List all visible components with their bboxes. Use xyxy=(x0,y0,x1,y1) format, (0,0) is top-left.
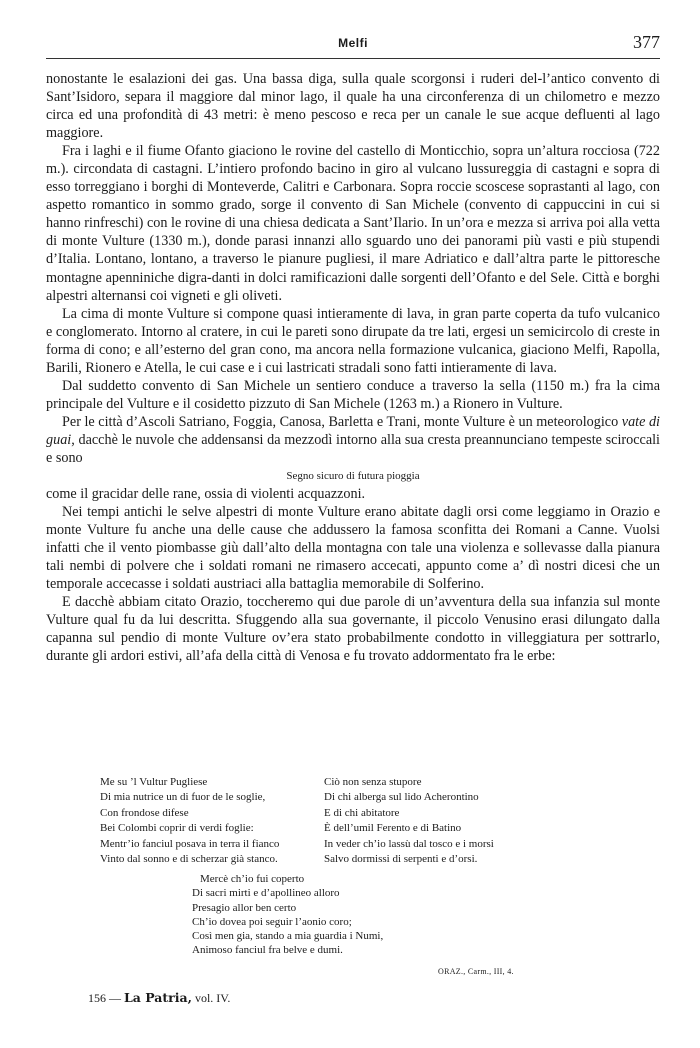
verse-line: Bei Colombi coprir di verdi foglie: xyxy=(100,822,254,835)
verse-line: Di mia nutrice un di fuor de le soglie, xyxy=(100,791,266,804)
cited-line: Segno sicuro di futura pioggia xyxy=(286,470,420,483)
verse-line: Mentr’io fanciul posava in terra il fianco xyxy=(100,837,280,850)
paragraph-7: E dacchè abbiam citato Orazio, toccheremo qui due parole di un’avventura della sua infanzia sul monte Vulture qual fu da lui descritta. Sfuggendo alla sua governante, il piccolo Venusino erasi dilungato dalla capanna sul pendio di monte Vulture ov’era stato probabilmente condotto in villeggiatura per sottrarlo, durante gli ardori estivi, all’afa della città di Venosa e fu trovato addormentato fra le erbe: xyxy=(46,594,660,665)
verse-center-stanza xyxy=(192,872,383,958)
page-number: 377 xyxy=(633,32,660,52)
verse-line: Di chi alberga sul lido Acherontino xyxy=(324,791,479,804)
paragraph-6: Nei tempi antichi le selve alpestri di monte Vulture erano abitate dagli orsi come leggiamo in Orazio e monte Vulture fu anche una delle cause che addussero la famosa sconfitta dei Romani a Canne. Vuolsi infatti che il vento piombasse giù dall’alto della montagna con tale una violenza e sollevasse dalla pianura tali nembi di polvere che i soldati romani ne rimasero accecati, appunto come a’ dì nostri dicesi che un temporale accecasse i soldati austriaci alla battaglia memorabile di Solferino. xyxy=(46,504,660,593)
verse-line: Ch’io dovea poi seguir l’aonio coro; xyxy=(192,915,352,928)
paragraph-2: Fra i laghi e il fiume Ofanto giaciono le rovine del castello di Monticchio, sopra un’altura rocciosa (722 m.). circondata di castagni. L’intiero profondo bacino in giro al vulcano lussureggia di castagni e sopra di esso torreggiano i borghi di Monteverde, Calitri e Carbonara. Sopra roccie scoscese soprastanti al lago, con aspetto romantico in sommo grado, sorge il convento di San Michele (convento di cappuccini in cui si hanno rinfreschi) con le rovine di una chiesa dedicata a Sant’Ilario. In un’ora e mezza si arriva poi alla vetta di monte Vulture (1330 m.), donde parasi innanzi allo sguardo uno dei panorami più vasti e più stupendi d’Italia. Lontano, lontano, a traverso le pianure pugliesi, il mare Adriatico e dall’altra parte le pittoresche montagne apenniniche digra-danti in dolci ramificazioni dalle sorgenti dell’Ofanto e del Sele. Città e borghi alpestri alternansi coi vigneti e gli oliveti. xyxy=(46,143,660,304)
paragraph-5-rest: , dacchè le nuvole che addensansi da mezzodì intorno alla sua cresta preannunciano tempeste sciroccali e sono xyxy=(46,431,660,466)
verse-line: In veder ch’io lassù dal tosco e i morsi xyxy=(324,837,494,850)
paragraph-3: La cima di monte Vulture si compone quasi intieramente di lava, in gran parte coperta da tufo vulcanico e conglomerato. Intorno al cratere, in cui le pareti sono dirupate da tre lati, ergesi un semicircolo di creste in forma di cono; e all’esterno del gran cono, ma ancora nella formazione vulcanica, giaciono Melfi, Rapolla, Barili, Rionero e Atella, le cui case e i cui lastricati stradali sono fatti intieramente di lava. xyxy=(46,305,660,376)
verse-line: Presagio allor ben certo xyxy=(192,901,297,914)
verse-line: Di sacri mirti e d’apollineo alloro xyxy=(192,887,340,900)
verse-right-column xyxy=(324,775,584,867)
body-text xyxy=(46,70,660,666)
verse-line: Mercè ch’io fui coperto xyxy=(200,873,305,885)
paragraph-4: Dal suddetto convento di San Michele un sentiero conduce a traverso la sella (1150 m.) fra la cima principale del Vulture e il cosidetto pizzuto di San Michele (1263 m.) a Rionero in Vulture. xyxy=(46,377,660,412)
verse-line: Salvo dormissi di serpenti e d’orsi. xyxy=(324,853,478,866)
verse-left-column xyxy=(100,775,315,867)
italic-phrase: vate di guai xyxy=(46,413,660,448)
volume-label: vol. IV. xyxy=(194,991,231,1005)
verse-line: Con frondose difese xyxy=(100,806,189,819)
paragraph-5-end: come il gracidar delle rane, ossia di violenti acquazzoni. xyxy=(46,486,366,503)
verse-source-citation: ORAZ., Carm., III, 4. xyxy=(438,967,514,976)
paragraph-1: nonostante le esalazioni dei gas. Una bassa diga, sulla quale scorgonsi i ruderi del-l’antico convento di Sant’Isidoro, separa il maggiore dal minor lago, il quale ha una circonferenza di un chilometro e mezzo circa ed una profondità di 43 metri: è meno pescoso e reca per un canale le sue acque defluenti al lago maggiore. xyxy=(46,71,660,142)
verse-line: Me su ’l Vultur Pugliese xyxy=(100,776,208,788)
signature-mark: 156 — xyxy=(88,991,121,1005)
verse-line: È dell’umil Ferento e di Batino xyxy=(324,822,462,835)
page-footer xyxy=(88,990,230,1006)
header-rule xyxy=(46,58,660,59)
paragraph-5-start: Per le città d’Ascoli Satriano, Foggia, Canosa, Barletta e Trani, monte Vulture è un meteorologico xyxy=(62,413,622,430)
verse-line: Animoso fanciul fra belve e dumi. xyxy=(192,944,343,957)
verse-line: Così men gia, stando a mia guardia i Numi, xyxy=(192,930,384,943)
verse-line: E di chi abitatore xyxy=(324,806,400,819)
publication-name: La Patria, xyxy=(124,990,192,1005)
verse-line: Vinto dal sonno e di scherzar già stanco. xyxy=(100,853,278,866)
verse-line: Ciò non senza stupore xyxy=(324,776,422,788)
paragraph-5 xyxy=(46,413,660,467)
running-title: Melfi xyxy=(338,36,368,50)
page-header xyxy=(46,30,660,60)
